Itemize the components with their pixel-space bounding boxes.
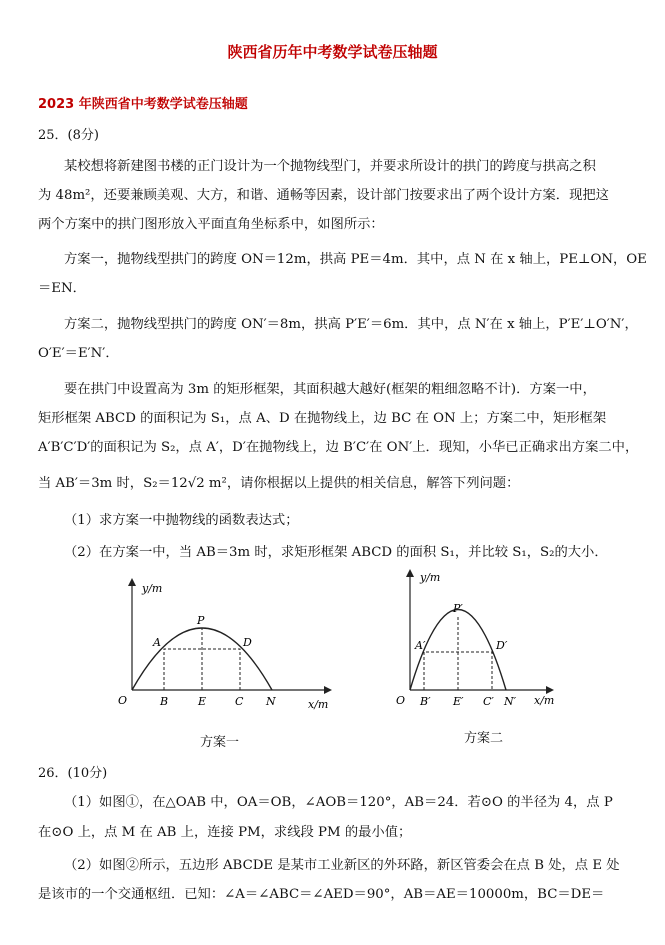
q25-line: O′E′＝E′N′． (38, 346, 119, 361)
y-axis-label: y/m (420, 571, 441, 584)
q25-subquestion-1: （1）求方案一中抛物线的函数表达式； (64, 513, 299, 528)
point-label: E (198, 695, 207, 708)
q25-line: 两个方案中的拱门图形放入平面直角坐标系中，如图所示： (38, 217, 384, 232)
q26-line: （2）如图②所示，五边形 ABCDE 是某市工业新区的外环路，新区管委会在点 B 处，点 E 处 (64, 858, 620, 873)
q26-line: 在⊙O 上，点 M 在 AB 上，连接 PM，求线段 PM 的最小值； (38, 825, 412, 840)
point-label: E′ (453, 695, 464, 708)
q25-line: 要在拱门中设置高为 3m 的矩形框架，其面积越大越好(框架的粗细忽略不计)．方案一中， (64, 382, 596, 397)
x-axis-arrow (324, 686, 332, 694)
section-title: 2023 年陕西省中考数学试卷压轴题 (38, 97, 248, 112)
point-label: O (396, 694, 406, 707)
q25-line: 为 48m²，还要兼顾美观、大方，和谐、通畅等因素，设计部门按要求出了两个设计方案．现把这 (38, 188, 609, 203)
y-axis-arrow (128, 578, 136, 586)
figure-plan-one (100, 572, 340, 712)
q26-line: 是该市的一个交通枢纽．已知：∠A＝∠ABC＝∠AED＝90°，AB＝AE＝10000m，BC＝DE＝ (38, 887, 605, 902)
q25-line: A′B′C′D′的面积记为 S₂，点 A′，D′在抛物线上，边 B′C′在 ON′上．现知，小华已正确求出方案二中， (38, 440, 639, 455)
point-label: D (243, 636, 252, 649)
document-title: 陕西省历年中考数学试卷压轴题 (227, 43, 438, 61)
question-26-header: 26．(10分) (38, 766, 108, 781)
q25-subquestion-2: （2）在方案一中，当 AB＝3m 时，求矩形框架 ABCD 的面积 S₁，并比较 S₁，S₂的大小． (64, 545, 608, 560)
point-label: A′ (415, 639, 426, 652)
point-label: C′ (483, 695, 494, 708)
q26-line: （1）如图①，在△OAB 中，OA＝OB，∠AOB＝120°，AB＝24．若⊙O 的半径为 4，点 P (64, 795, 613, 810)
point-label: C (235, 695, 244, 708)
point-label: P′ (453, 602, 463, 615)
q25-line: ＝EN． (38, 281, 86, 296)
point-label: B (160, 695, 169, 708)
point-label: N (266, 695, 276, 708)
x-axis-label: x/m (308, 698, 329, 711)
point-label: O (118, 694, 128, 707)
figure-caption-plan-one: 方案一 (200, 735, 240, 750)
q25-line: 矩形框架 ABCD 的面积记为 S₁，点 A、D 在抛物线上，边 BC 在 ON 上；方案二中，矩形框架 (38, 411, 607, 426)
point-label: B′ (420, 695, 431, 708)
y-axis-arrow (406, 569, 414, 577)
figure-caption-plan-two: 方案二 (464, 731, 504, 746)
question-25-header: 25．(8分) (38, 128, 99, 143)
x-axis-label: x/m (534, 694, 555, 707)
point-label: P (197, 614, 205, 627)
y-axis-label: y/m (142, 582, 163, 595)
point-label: A (153, 636, 161, 649)
x-axis-arrow (546, 686, 554, 694)
point-label: N′ (504, 695, 517, 708)
q25-line: 某校想将新建图书楼的正门设计为一个抛物线型门，并要求所设计的拱门的跨度与拱高之积 (64, 159, 596, 174)
q25-line: 当 AB′＝3m 时，S₂＝12√2 m²，请你根据以上提供的相关信息，解答下列问题： (38, 476, 520, 491)
figure-plan-two (378, 563, 578, 713)
q25-line: 方案二，抛物线型拱门的跨度 ON′＝8m，拱高 P′E′＝6m．其中，点 N′在 x 轴上，P′E′⊥O′N′， (64, 317, 638, 332)
point-label: D′ (496, 639, 508, 652)
q25-line: 方案一，抛物线型拱门的跨度 ON＝12m，拱高 PE＝4m．其中，点 N 在 x 轴上，PE⊥ON，OE (64, 252, 647, 267)
